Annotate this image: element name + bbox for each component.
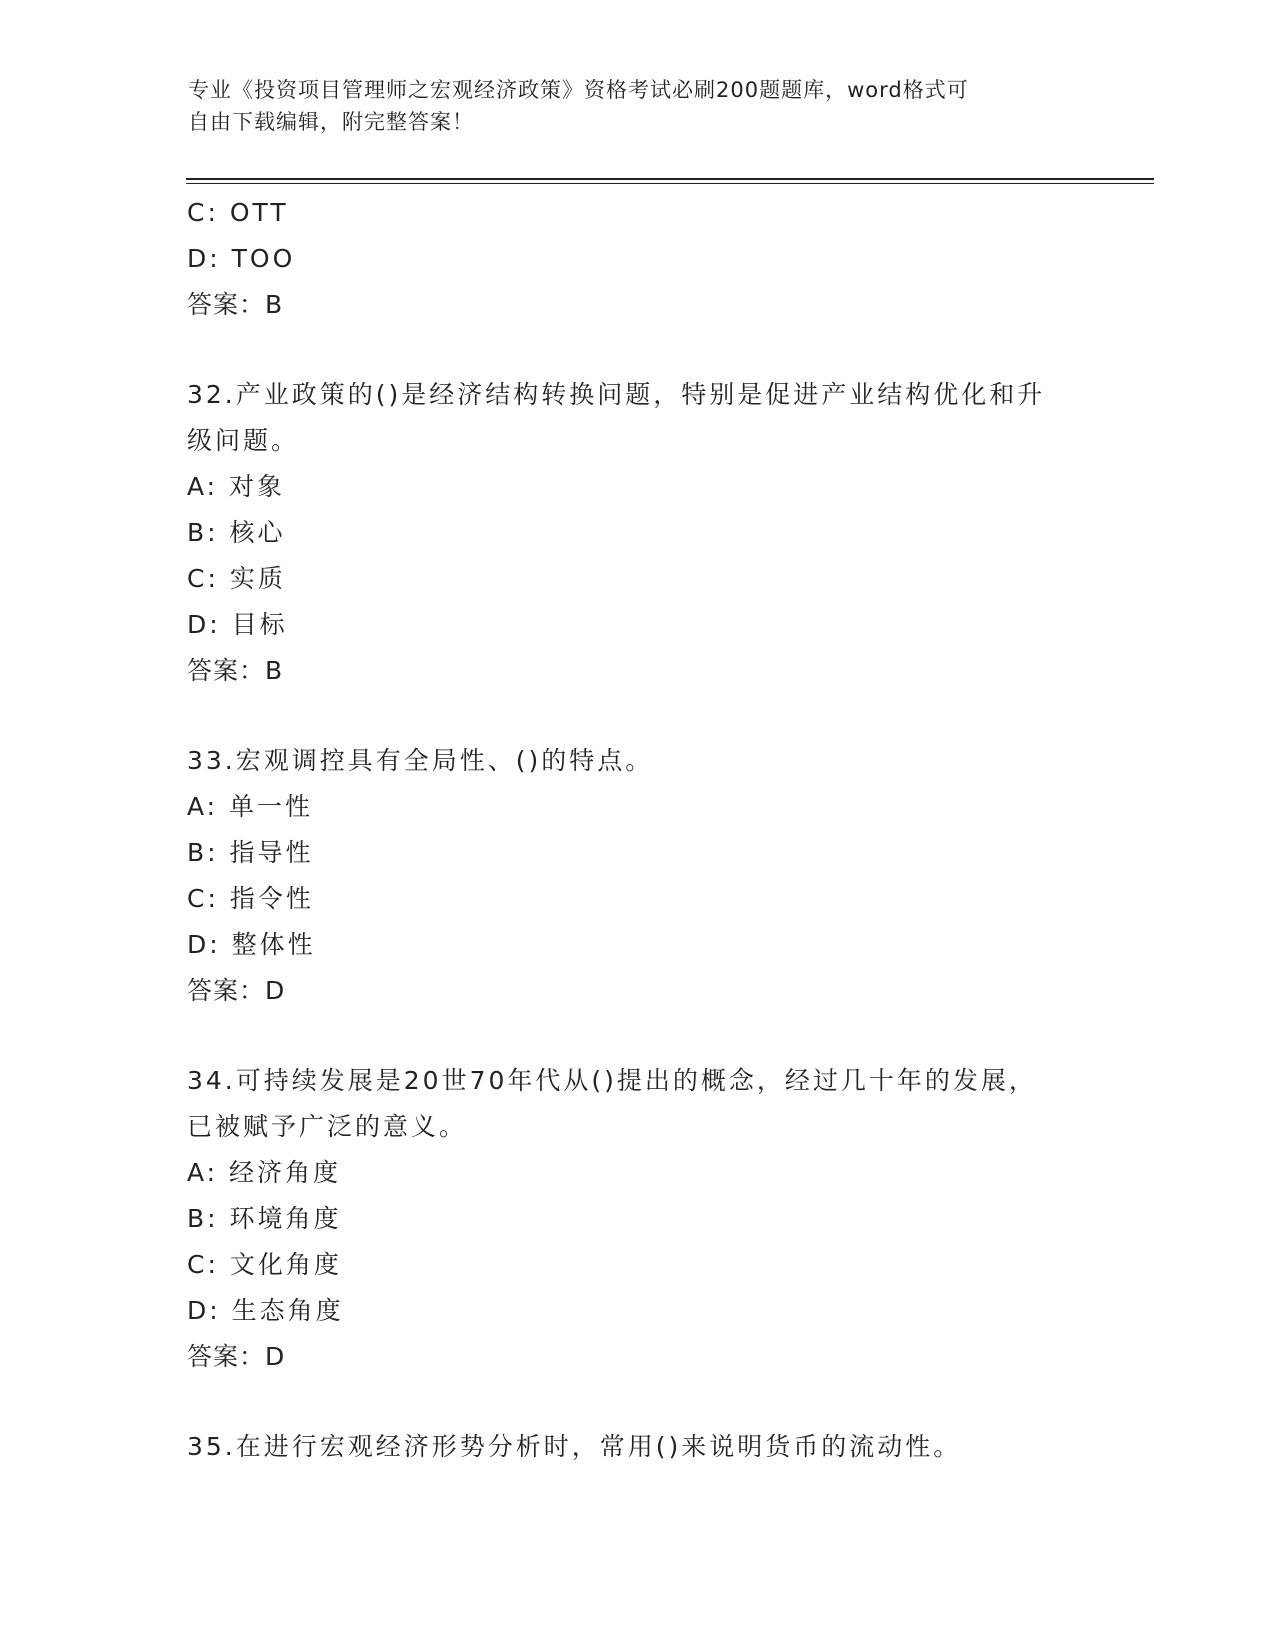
question-33 [187,738,1087,1014]
option-a: A: 对象 [187,472,286,501]
option-b: B: 环境角度 [187,1204,342,1233]
question-31-tail [187,190,1087,328]
option-c: C: 文化角度 [187,1250,342,1279]
answer-label: 答案：B [187,290,284,319]
option-c: C: 指令性 [187,884,314,913]
question-stem-line-1: 32.产业政策的()是经济结构转换问题，特别是促进产业结构优化和升 [187,380,1046,409]
question-35 [187,1424,1087,1470]
header-title-line-1: 专业《投资项目管理师之宏观经济政策》资格考试必刷200题题库，word格式可 [188,78,969,102]
question-stem-line-2: 级问题。 [187,426,300,455]
question-stem-line-1: 35.在进行宏观经济形势分析时，常用()来说明货币的流动性。 [187,1432,962,1461]
option-a: A: 单一性 [187,792,314,821]
option-d: D: TOO [187,244,296,273]
header-title-line-2: 自由下载编辑，附完整答案！ [188,110,474,134]
question-stem-line-1: 33.宏观调控具有全局性、()的特点。 [187,746,654,775]
option-d: D: 生态角度 [187,1296,344,1325]
option-b: B: 指导性 [187,838,314,867]
question-32 [187,372,1087,694]
option-c: C: 实质 [187,564,286,593]
document-header [188,74,1088,138]
header-divider-thick [186,178,1154,180]
answer-label: 答案：D [187,1342,286,1371]
answer-label: 答案：B [187,656,284,685]
option-c: C: OTT [187,198,289,227]
question-stem-line-2: 已被赋予广泛的意义。 [187,1112,468,1141]
question-34 [187,1058,1087,1380]
header-divider-thin [186,183,1154,184]
question-list [187,190,1087,1470]
question-stem-line-1: 34.可持续发展是20世70年代从()提出的概念，经过几十年的发展， [187,1066,1037,1095]
answer-label: 答案：D [187,976,286,1005]
option-d: D: 目标 [187,610,288,639]
option-a: A: 经济角度 [187,1158,342,1187]
option-d: D: 整体性 [187,930,316,959]
option-b: B: 核心 [187,518,286,547]
